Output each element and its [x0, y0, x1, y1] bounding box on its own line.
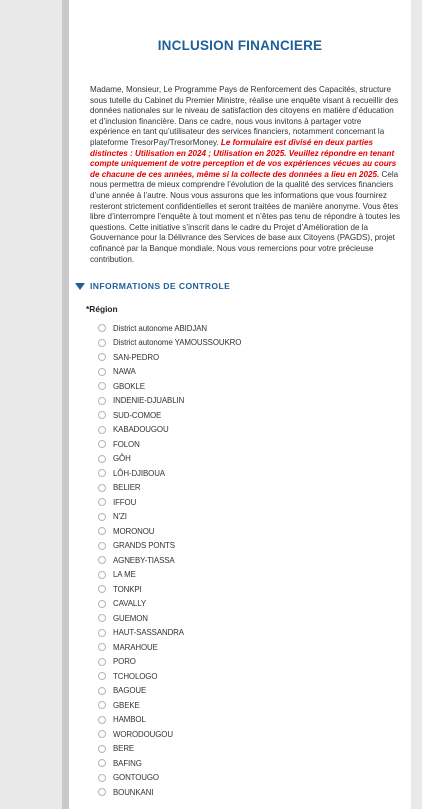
radio-button[interactable]: [98, 513, 106, 521]
radio-button[interactable]: [98, 353, 106, 361]
radio-button[interactable]: [98, 716, 106, 724]
region-option[interactable]: [98, 539, 398, 554]
region-option[interactable]: [98, 495, 398, 510]
section-header-informations-controle[interactable]: [75, 279, 405, 293]
radio-button[interactable]: [98, 368, 106, 376]
region-option-label: GUEMON: [113, 613, 148, 623]
region-option-label: LA ME: [113, 570, 136, 580]
region-option[interactable]: [98, 582, 398, 597]
region-option-label: District autonome YAMOUSSOUKRO: [113, 338, 242, 348]
intro-part-2: Cela nous permettra de mieux comprendre l’évolution de la qualité des services financiers d’une année à l’autre. Nous vous assurons que les informations que vous fournirez resteront strictement confidentielles et seront traitées de manière anonyme. Vous êtes libre d’interrompre l’enquête à tout moment et n’êtes pas tenu de répondre à toutes les questions. Cette initiative s’inscrit dans le cadre du Projet d’Amélioration de la Gouvernance pour la Délivrance des Services de base aux Citoyens (PAGDS), projet cofinancé par la Banque mondiale. Nous vous remercions pour votre précieuse contribution.: [90, 169, 400, 264]
radio-button[interactable]: [98, 788, 106, 796]
region-option-label: MARAHOUE: [113, 642, 158, 652]
radio-button[interactable]: [98, 455, 106, 463]
region-option[interactable]: [98, 379, 398, 394]
region-option-label: TONKPI: [113, 584, 142, 594]
caret-down-icon[interactable]: [75, 283, 85, 290]
region-option-label: AGNEBY-TIASSA: [113, 555, 175, 565]
region-option[interactable]: [98, 597, 398, 612]
radio-button[interactable]: [98, 687, 106, 695]
intro-part-1: Madame, Monsieur, Le Programme Pays de Renforcement des Capacités, structure sous tutelle du Cabinet du Premier Ministre, réalise une enquête visant à recueillir des données nationales sur le niveau de satisfaction des citoyens en matière d’éducation et d’inclusion financière. Dans ce cadre, nous vous invitons à partager votre expérience en tant qu’utilisateur des services financiers, notamment concernant la plateforme TresorPay/TresorMoney.: [90, 85, 399, 147]
region-option[interactable]: [98, 524, 398, 539]
section-title: INFORMATIONS DE CONTROLE: [90, 281, 231, 291]
region-option-label: GBOKLE: [113, 381, 145, 391]
region-option[interactable]: [98, 481, 398, 496]
region-option[interactable]: [98, 713, 398, 728]
region-option[interactable]: [98, 510, 398, 525]
required-mark: *: [86, 304, 90, 314]
radio-button[interactable]: [98, 672, 106, 680]
region-option[interactable]: [98, 669, 398, 684]
region-option[interactable]: [98, 365, 398, 380]
region-option-label: TCHOLOGO: [113, 671, 158, 681]
region-option-label: BERE: [113, 744, 135, 754]
intro-highlight: Le formulaire est divisé en deux parties distinctes : Utilisation en 2024 ; Utilisation en 2025. Veuillez répondre en tenant compte uniquement de votre perception et de vos expériences vécues au cours de chacune de ces années, même si la collecte des données a lieu en 2025.: [90, 137, 397, 179]
radio-button[interactable]: [98, 469, 106, 477]
radio-button[interactable]: [98, 542, 106, 550]
region-option[interactable]: [98, 698, 398, 713]
region-option[interactable]: [98, 742, 398, 757]
radio-button[interactable]: [98, 556, 106, 564]
radio-button[interactable]: [98, 411, 106, 419]
region-option-label: District autonome ABIDJAN: [113, 323, 207, 333]
region-option[interactable]: [98, 655, 398, 670]
radio-button[interactable]: [98, 484, 106, 492]
region-option[interactable]: [98, 553, 398, 568]
region-option-label: CAVALLY: [113, 599, 147, 609]
region-option[interactable]: [98, 626, 398, 641]
region-option-label: IFFOU: [113, 497, 137, 507]
region-option[interactable]: [98, 394, 398, 409]
region-option[interactable]: [98, 321, 398, 336]
radio-button[interactable]: [98, 658, 106, 666]
radio-button[interactable]: [98, 643, 106, 651]
region-option-label: BAFING: [113, 758, 142, 768]
radio-button[interactable]: [98, 498, 106, 506]
left-margin-bar: [62, 0, 69, 809]
radio-button[interactable]: [98, 614, 106, 622]
radio-button[interactable]: [98, 397, 106, 405]
radio-button[interactable]: [98, 339, 106, 347]
intro-text: [90, 85, 400, 265]
region-option[interactable]: [98, 640, 398, 655]
region-option-label: N'ZI: [113, 512, 127, 522]
radio-button[interactable]: [98, 759, 106, 767]
radio-button[interactable]: [98, 774, 106, 782]
form-page: [69, 0, 411, 809]
region-option[interactable]: [98, 350, 398, 365]
region-option[interactable]: [98, 785, 398, 800]
question-text: Région: [89, 304, 118, 314]
region-option[interactable]: [98, 408, 398, 423]
region-option-label: GRANDS PONTS: [113, 541, 175, 551]
region-option-label: SAN-PEDRO: [113, 352, 160, 362]
region-option[interactable]: [98, 611, 398, 626]
region-option-label: WORODOUGOU: [113, 729, 173, 739]
radio-button[interactable]: [98, 382, 106, 390]
question-label-region: [86, 304, 118, 314]
region-option-label: BELIER: [113, 483, 141, 493]
radio-button[interactable]: [98, 426, 106, 434]
region-option-label: KABADOUGOU: [113, 425, 169, 435]
radio-button[interactable]: [98, 745, 106, 753]
region-option[interactable]: [98, 466, 398, 481]
region-option-label: SUD-COMOE: [113, 410, 162, 420]
region-option[interactable]: [98, 336, 398, 351]
region-option-label: GBEKE: [113, 700, 140, 710]
radio-button[interactable]: [98, 701, 106, 709]
region-option-label: LÔH-DJIBOUA: [113, 468, 165, 478]
region-option[interactable]: [98, 423, 398, 438]
region-option-label: NAWA: [113, 367, 136, 377]
radio-button[interactable]: [98, 527, 106, 535]
region-option-label: HAUT-SASSANDRA: [113, 628, 184, 638]
radio-button[interactable]: [98, 730, 106, 738]
radio-button[interactable]: [98, 629, 106, 637]
page-title: INCLUSION FINANCIERE: [157, 38, 323, 53]
region-option-label: BOUNKANI: [113, 787, 154, 797]
region-option-label: FOLON: [113, 439, 140, 449]
radio-button[interactable]: [98, 600, 106, 608]
region-option-label: BAGOUE: [113, 686, 147, 696]
region-option[interactable]: [98, 437, 398, 452]
region-option-label: GONTOUGO: [113, 773, 159, 783]
region-option[interactable]: [98, 452, 398, 467]
radio-button[interactable]: [98, 585, 106, 593]
radio-button[interactable]: [98, 440, 106, 448]
region-option[interactable]: [98, 684, 398, 699]
region-option-label: INDENIE-DJUABLIN: [113, 396, 185, 406]
region-option-label: GÔH: [113, 454, 131, 464]
radio-button[interactable]: [98, 324, 106, 332]
region-option[interactable]: [98, 568, 398, 583]
region-option-label: PORO: [113, 657, 136, 667]
region-options: [98, 321, 398, 800]
region-option-label: HAMBOL: [113, 715, 146, 725]
region-option-label: MORONOU: [113, 526, 155, 536]
radio-button[interactable]: [98, 571, 106, 579]
region-option[interactable]: [98, 771, 398, 786]
region-option[interactable]: [98, 727, 398, 742]
region-option[interactable]: [98, 756, 398, 771]
